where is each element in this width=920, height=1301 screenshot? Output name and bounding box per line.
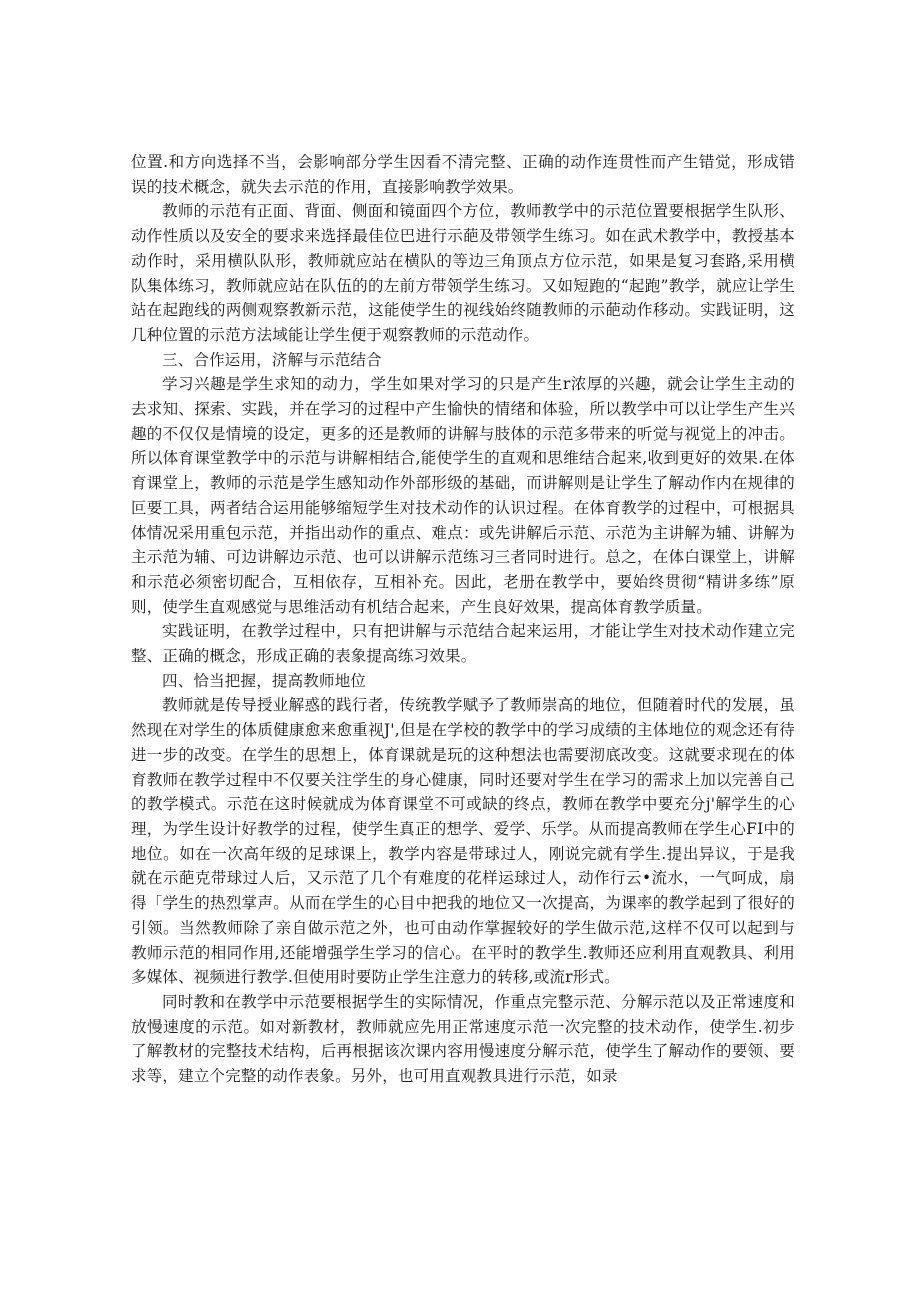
paragraph-continuation: 位置.和方向选择不当，会影响部分学生因看不清完整、正确的动作连贯性而产生错觉，形成错误的技术概念，就失去示范的作用，直接影响教学效果。 [131,153,795,196]
document-body [131,150,795,1089]
paragraph-teacher-status: 教师就是传导授业解惑的践行者，传统教学赋予了教师崇高的地位，但随着时代的发展，虽然现在对学生的体质健康愈来愈重视J',但是在学校的教学中的学习成绩的主体地位的观念还有待进一步的改变。在学生的思想上，体育课就是玩的这种想法也需要沏底改变。这就要求现在的体育教师在教学过程中不仅要关注学生的身心健康，同时还要对学生在学习的需求上加以完善自己的教学模式。示范在这时候就成为体育课堂不可或缺的终点，教师在教学中要充分j'解学生的心理，为学生设计好教学的过程，使学生真正的想学、爱学、乐学。从而提高教师在学生心FI中的地位。如在一次高年级的足球课上，教学内容是带球过人，刚说完就有学生.提出异议，于是我就在示葩克带球过人后，又示范了几个有难度的花样运球过人，动作行云•流水，一气呵成，扇得「学生的热烈掌声。从而在学生的心目中把我的地位又一次提高，为课率的教学起到了很好的引领。当然教师除了亲自做示范之外，也可由动作掌握较好的学生做示范,这样不仅可以起到与教师示范的相同作用,还能增强学生学习的信心。在平时的教学生.教师还应利用直观教具、利用多媒体、视频进行教学.但使用时要防止学生注意力的转移,或流r形式。 [131,696,795,987]
section-heading-4: 四、恰当把握，提高教师地位 [162,671,367,690]
section-heading-3: 三、合作运用，济解与示范结合 [162,350,382,369]
paragraph-demo-positions: 教师的示范有正面、背面、侧面和镜面四个方位，教师教学中的示范位置要根据学生队形、动作性质以及安全的要求来选择最佳位巴进行示葩及带领学生练习。如在武术教学中，教授基本动作时，采用横队队形，教师就应站在横队的等边三角顶点方位示范，如果是复习套路,采用横队集体练习，教师就应站在队伍的的左前方带领学生练习。又如短跑的“起跑”教学，就应让学生站在起跑线的两侧观察教新示范，这能使学生的视线始终随教师的示葩动作移动。实践证明，这几种位置的示范方法域能让学生便于观察教师的示范动作。 [131,202,795,344]
paragraph-interest: 学习兴趣是学生求知的动力，学生如果对学习的只是产生r浓厚的兴趣，就会让学生主动的去求知、探索、实践，并在学习的过程中产生愉快的情绪和体验，所以教学中可以让学生产生兴趣的不仅仅是情境的设定，更多的还是教师的讲解与肢体的示范多带来的听觉与视觉上的冲击。所以体育课堂教学中的示范与讲解相结合,能使学生的直观和思维结合起来,收到更好的效果.在体育课堂上，教师的示范是学生感知动作外部形级的基础，而讲解则是让学生了解动作内在规律的叵要工具，两者结合运用能够缩短学生对技术动作的认识过程。在体育教学的过程中，可根据具体情况采用重包示范，并指出动作的重点、难点：或先讲解后示范、示范为主讲解为辅、讲解为主示范为辅、可边讲解边示范、也可以讲解示范练习三者同时进行。总之，在体白课堂上，讲解和示范必须密切配合，互相依存，互相补充。因此，老册在教学中，要始终贯彻“精讲多练”原则，使学生直观感觉与思维活动有机结合起来，产生良好效果，提高体育教学质量。 [131,375,795,616]
paragraph-demo-speed: 同时教和在教学中示范要根据学生的实际情况，作重点完整示范、分解示范以及正常速度和放慢速度的示范。如对新教材，教师就应先用正常速度示范一次完整的技术动作，使学生.初步了解教材的完整技术结构，后再根据该次课内容用慢速度分解示范，使学生了解动作的要领、要求等，建立个完整的动作表象。另外，也可用直观教具进行示范，如录 [131,992,795,1086]
paragraph-practice-proof: 实践证明，在教学过程中，只有把讲解与示范结合起来运用，才能让学生对技术动作建立完整、正确的概念，形成正确的表象提高练习效果。 [131,622,795,666]
